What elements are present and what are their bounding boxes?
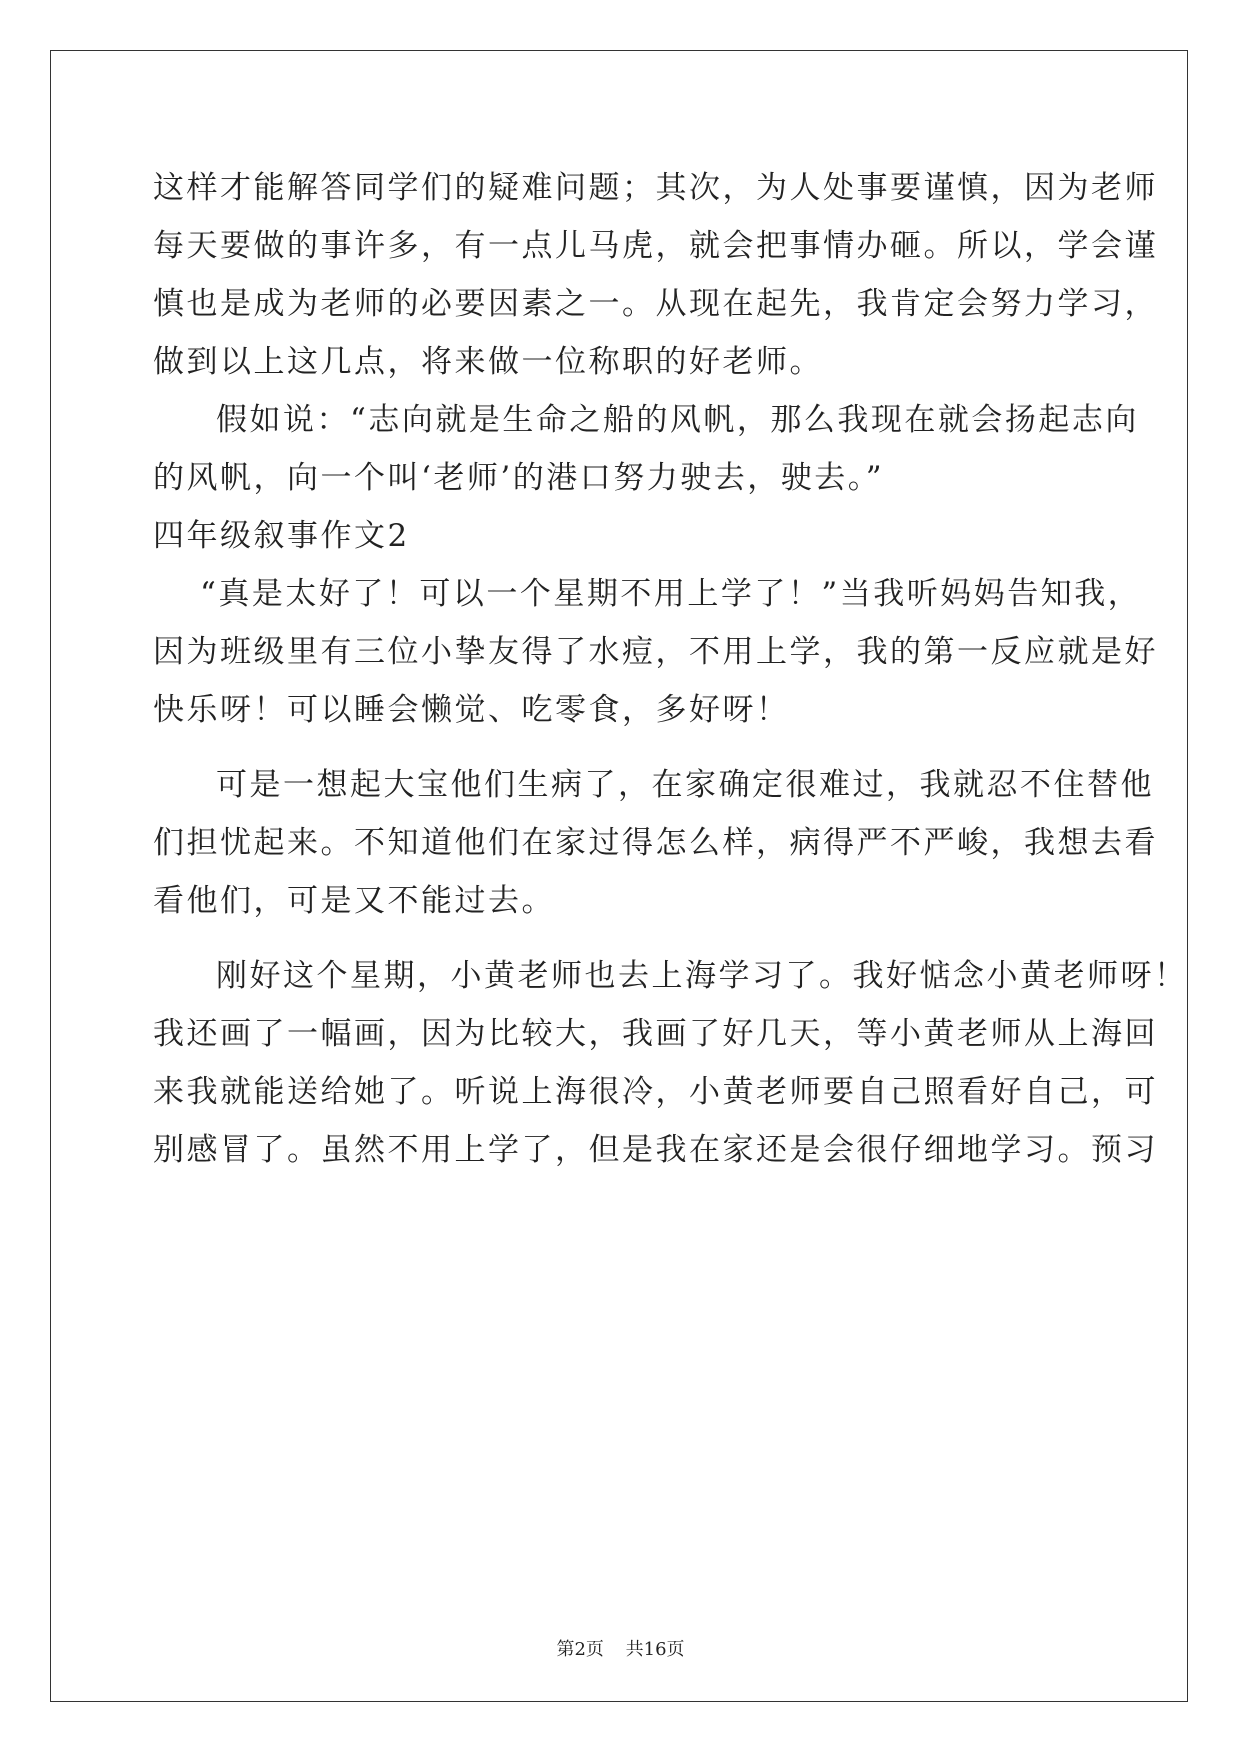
body-text-line: 刚好这个星期，小黄老师也去上海学习了。我好惦念小黄老师呀！ — [216, 958, 1188, 994]
body-text-line: 可是一想起大宝他们生病了，在家确定很难过，我就忍不住替他 — [216, 767, 1154, 803]
body-text-line: 假如说：“志向就是生命之船的风帆，那么我现在就会扬起志向 — [216, 402, 1139, 438]
body-text-line: 每天要做的事许多，有一点儿马虎，就会把事情办砸。所以，学会谨 — [153, 228, 1158, 264]
body-text-line: 这样才能解答同学们的疑难问题；其次，为人处事要谨慎，因为老师 — [153, 170, 1158, 206]
page-total: 共16页 — [625, 1639, 685, 1660]
body-text-line: 我还画了一幅画，因为比较大，我画了好几天，等小黄老师从上海回 — [153, 1016, 1158, 1052]
body-text-line: “真是太好了！可以一个星期不用上学了！”当我听妈妈告知我， — [200, 576, 1142, 612]
body-text-line: 别感冒了。虽然不用上学了，但是我在家还是会很仔细地学习。预习 — [153, 1132, 1158, 1168]
page-number: 第2页 — [556, 1639, 604, 1660]
body-text-line: 慎也是成为老师的必要因素之一。从现在起先，我肯定会努力学习， — [153, 286, 1158, 322]
body-text-line: 快乐呀！可以睡会懒觉、吃零食，多好呀！ — [153, 692, 790, 728]
body-text-line: 因为班级里有三位小挚友得了水痘，不用上学，我的第一反应就是好 — [153, 634, 1158, 670]
body-text-line: 来我就能送给她了。听说上海很冷，小黄老师要自己照看好自己，可 — [153, 1074, 1158, 1110]
body-text-line: 的风帆，向一个叫‘老师’的港口努力驶去，驶去。” — [153, 460, 885, 496]
body-text-line: 看他们，可是又不能过去。 — [153, 883, 555, 919]
section-heading: 四年级叙事作文2 — [153, 518, 410, 554]
body-text-line: 做到以上这几点，将来做一位称职的好老师。 — [153, 344, 823, 380]
page-footer — [0, 1635, 1241, 1661]
body-text-line: 们担忧起来。不知道他们在家过得怎么样，病得严不严峻，我想去看 — [153, 825, 1158, 861]
